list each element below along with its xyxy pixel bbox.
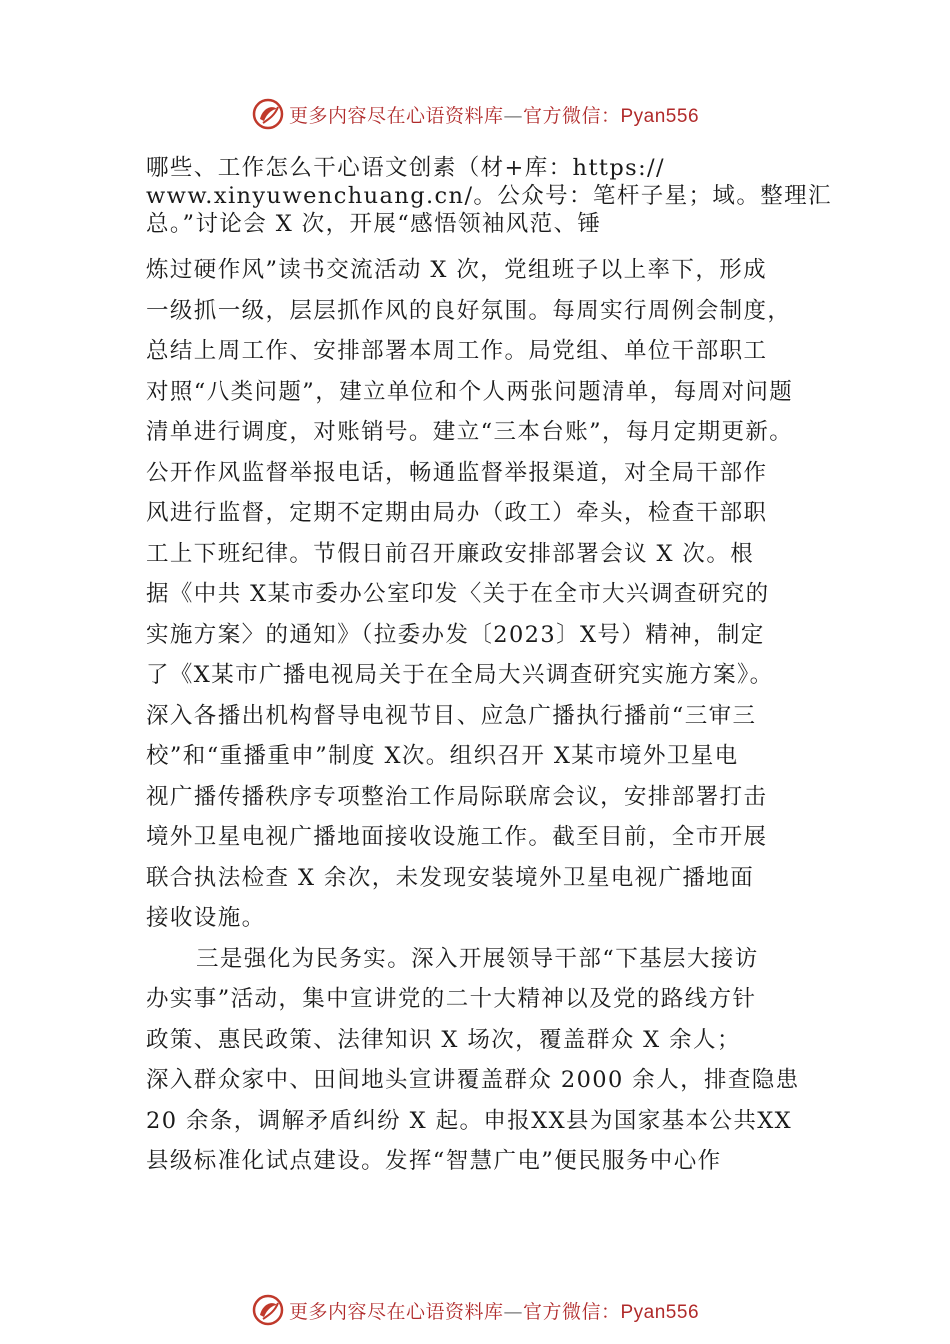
- body-line: www.xinyuwenchuang.cn/。公众号：笔杆子星；域。整理汇: [146, 183, 832, 209]
- body-line: 视广播传播秩序专项整治工作局际联席会议，安排部署打击: [146, 783, 768, 810]
- body-line: 据《中共 X某市委办公室印发〈关于在全市大兴调查研究的: [146, 581, 770, 607]
- body-line: 20 余条，调解矛盾纠纷 X 起。申报XX县为国家基本公共XX: [146, 1107, 793, 1134]
- footer-watermark: [0, 1290, 950, 1330]
- wechat-id: Pyan556: [620, 1301, 700, 1323]
- header-watermark: [0, 94, 950, 134]
- header-watermark-text: [289, 101, 699, 128]
- wechat-id: Pyan556: [620, 105, 700, 127]
- body-line: 联合执法检查 X 余次，未发现安装境外卫星电视广播地面: [146, 864, 755, 891]
- body-line: 深入各播出机构督导电视节目、应急广播执行播前“三审三: [146, 702, 757, 729]
- body-line: 炼过硬作风”读书交流活动 X 次，党组班子以上率下，形成: [146, 257, 768, 283]
- body-line: 清单进行调度，对账销号。建立“三本台账”，每月定期更新。: [146, 419, 794, 445]
- separator: —: [503, 1300, 523, 1323]
- body-line: 公开作风监督举报电话，畅通监督举报渠道，对全局干部作: [146, 459, 768, 486]
- document-body: [146, 154, 832, 1182]
- body-line: 对照“八类问题”，建立单位和个人两张问题清单，每周对问题: [146, 378, 794, 405]
- brand-text: 更多内容尽在心语资料库: [288, 1300, 504, 1323]
- body-line: 实施方案〉的通知》（拉委办发〔2023〕X号）精神，制定: [146, 621, 765, 648]
- separator: —: [503, 104, 523, 127]
- body-line: 总结上周工作、安排部署本周工作。局党组、单位干部职工: [146, 338, 768, 364]
- body-line: 深入群众家中、田间地头宣讲覆盖群众 2000 余人，排查隐患: [146, 1067, 800, 1093]
- body-line: 工上下班纪律。节假日前召开廉政安排部署会议 X 次。根: [146, 540, 755, 567]
- body-line: 了《X某市广播电视局关于在全局大兴调查研究实施方案》。: [146, 662, 774, 688]
- brand-text: 更多内容尽在心语资料库: [288, 104, 504, 127]
- paragraph-start-line: 三是强化为民务实。深入开展领导干部“下基层大接访: [196, 945, 759, 972]
- body-line: 一级抓一级，层层抓作风的良好氛围。每周实行周例会制度，: [146, 297, 792, 324]
- body-line: 县级标准化试点建设。发挥“智慧广电”便民服务中心作: [146, 1148, 722, 1174]
- red-swirl-logo-icon: [251, 97, 285, 131]
- body-line: 校”和“重播重申”制度 X次。组织召开 X某市境外卫星电: [146, 743, 739, 769]
- wechat-label: 官方微信：: [522, 104, 621, 127]
- red-swirl-logo-icon: [251, 1293, 285, 1327]
- footer-watermark-text: [289, 1297, 699, 1324]
- body-line: 哪些、工作怎么干心语文创素（材+库：https://: [146, 155, 666, 181]
- wechat-label: 官方微信：: [522, 1300, 621, 1323]
- body-line: 办实事”活动，集中宣讲党的二十大精神以及党的路线方针: [146, 986, 757, 1012]
- body-line: 风进行监督，定期不定期由局办（政工）牵头，检查干部职: [146, 500, 768, 526]
- body-line: 接收设施。: [146, 905, 266, 931]
- body-line: 境外卫星电视广播地面接收设施工作。截至目前，全市开展: [146, 824, 768, 850]
- body-line: 政策、惠民政策、法律知识 X 场次，覆盖群众 X 余人；: [146, 1026, 741, 1053]
- body-line: 总。”讨论会 X 次，开展“感悟领袖风范、锤: [146, 211, 602, 237]
